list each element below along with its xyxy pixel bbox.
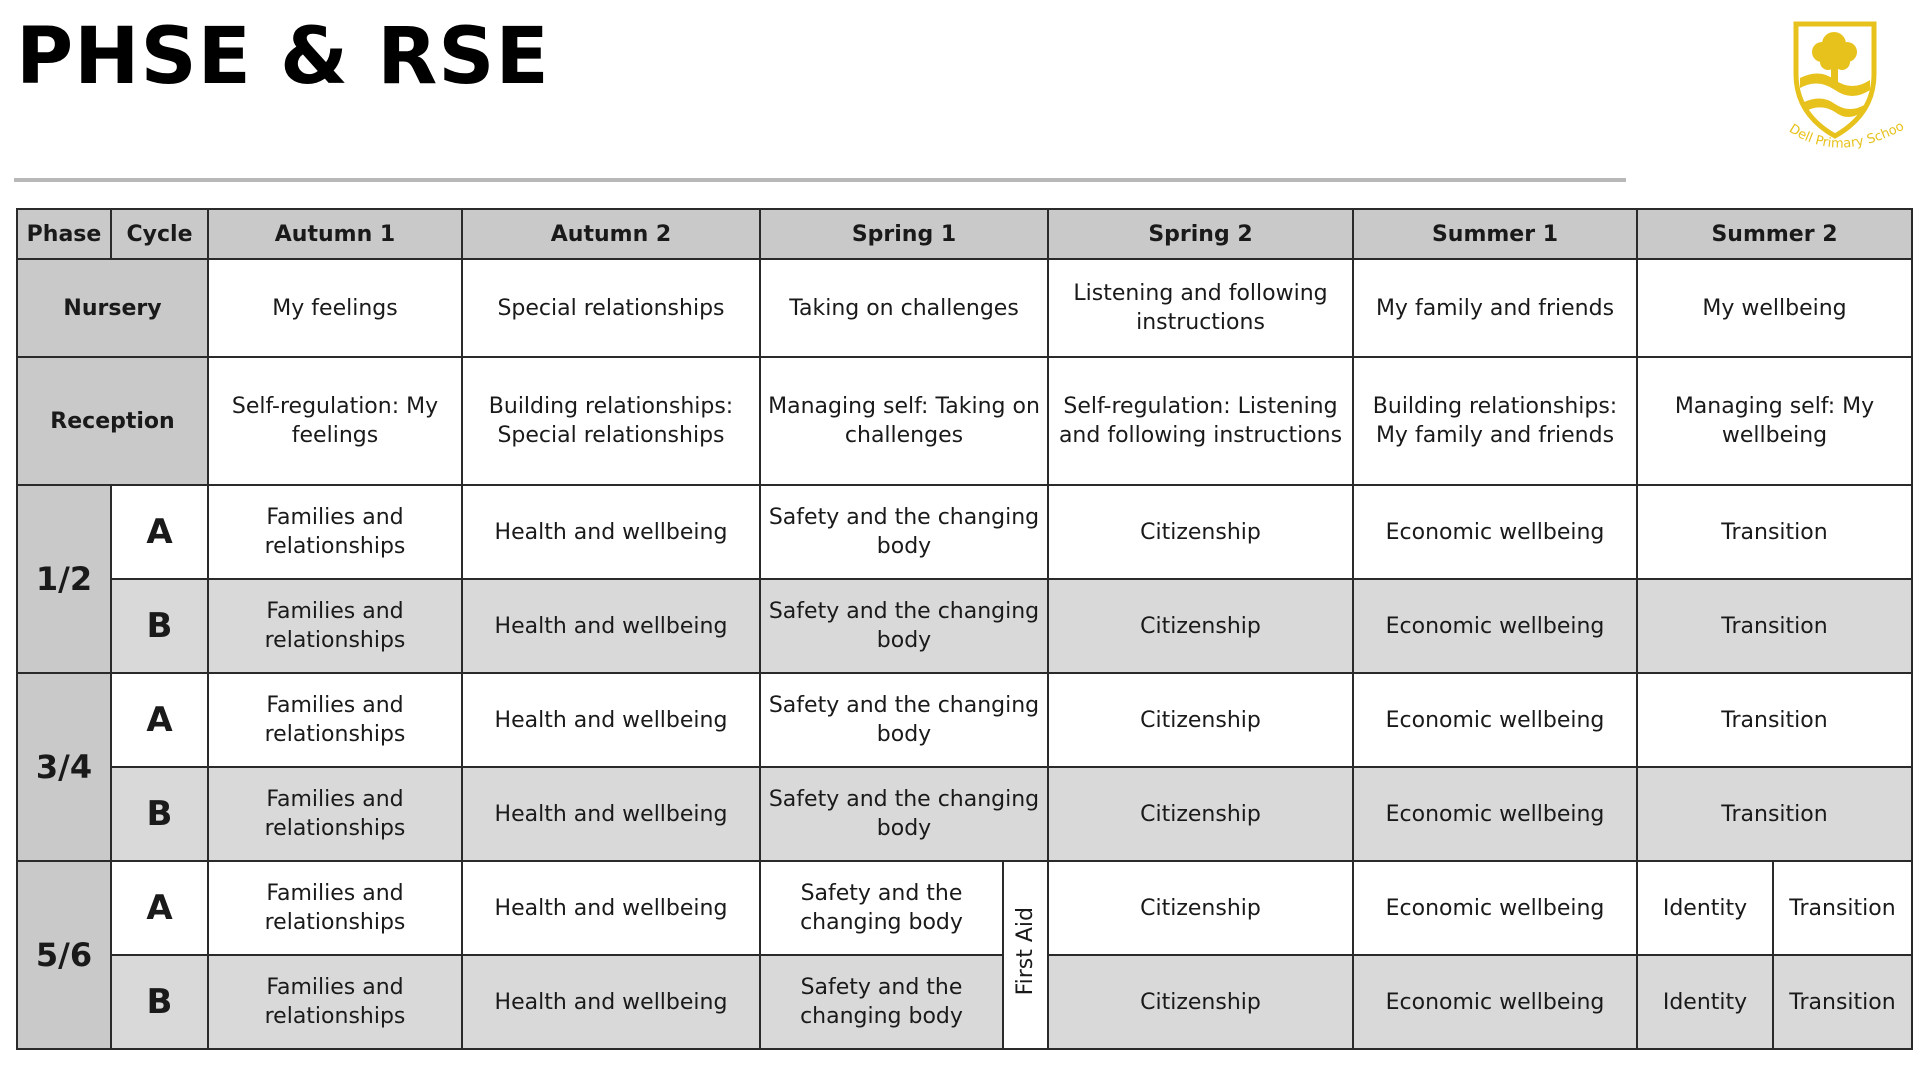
cell-spring-2: Citizenship <box>1048 955 1353 1049</box>
cell-autumn-2: Health and wellbeing <box>462 579 760 673</box>
header-autumn-2: Autumn 2 <box>462 209 760 259</box>
header-summer-1: Summer 1 <box>1353 209 1637 259</box>
reception-autumn-2: Building relationships: Special relationships <box>462 357 760 485</box>
cell-autumn-1: Families and relationships <box>208 485 462 579</box>
cell-summer-1: Economic wellbeing <box>1353 767 1637 861</box>
cell-spring-1: Safety and the changing body <box>760 767 1048 861</box>
first-aid-cell <box>1003 861 1048 1049</box>
cell-spring-2: Citizenship <box>1048 485 1353 579</box>
phase-label: 1/2 <box>17 485 111 673</box>
header-spring-2: Spring 2 <box>1048 209 1353 259</box>
first-aid-label: First Aid <box>1013 906 1038 996</box>
table-row <box>17 673 1912 767</box>
table-row <box>17 767 1912 861</box>
nursery-summer-1: My family and friends <box>1353 259 1637 357</box>
reception-summer-1: Building relationships: My family and friends <box>1353 357 1637 485</box>
nursery-autumn-2: Special relationships <box>462 259 760 357</box>
cell-summer-2-transition: Transition <box>1773 861 1912 955</box>
cell-autumn-1: Families and relationships <box>208 861 462 955</box>
header-cycle: Cycle <box>111 209 208 259</box>
table-row <box>17 485 1912 579</box>
cycle-label: B <box>111 579 208 673</box>
cell-summer-1: Economic wellbeing <box>1353 485 1637 579</box>
cell-spring-2: Citizenship <box>1048 861 1353 955</box>
cell-summer-2-identity: Identity <box>1637 861 1773 955</box>
school-logo <box>1770 18 1910 168</box>
header-autumn-1: Autumn 1 <box>208 209 462 259</box>
cell-spring-1: Safety and the changing body <box>760 955 1003 1049</box>
nursery-summer-2: My wellbeing <box>1637 259 1912 357</box>
phase-label: 5/6 <box>17 861 111 1049</box>
cell-spring-2: Citizenship <box>1048 767 1353 861</box>
cell-autumn-2: Health and wellbeing <box>462 767 760 861</box>
reception-spring-2: Self-regulation: Listening and following instructions <box>1048 357 1353 485</box>
cell-summer-2: Transition <box>1637 579 1912 673</box>
cell-autumn-2: Health and wellbeing <box>462 861 760 955</box>
table-row <box>17 861 1912 955</box>
cell-spring-2: Citizenship <box>1048 673 1353 767</box>
cell-spring-1: Safety and the changing body <box>760 485 1048 579</box>
phase-label: 3/4 <box>17 673 111 861</box>
cell-autumn-1: Families and relationships <box>208 767 462 861</box>
reception-label: Reception <box>17 357 208 485</box>
cell-autumn-2: Health and wellbeing <box>462 673 760 767</box>
cell-summer-2: Transition <box>1637 673 1912 767</box>
cell-spring-2: Citizenship <box>1048 579 1353 673</box>
cell-summer-1: Economic wellbeing <box>1353 673 1637 767</box>
header-spring-1: Spring 1 <box>760 209 1048 259</box>
cycle-label: A <box>111 485 208 579</box>
nursery-autumn-1: My feelings <box>208 259 462 357</box>
table-row <box>17 579 1912 673</box>
cycle-label: A <box>111 673 208 767</box>
page-title: PHSE & RSE <box>16 12 550 102</box>
table-row <box>17 955 1912 1049</box>
cell-autumn-1: Families and relationships <box>208 579 462 673</box>
cell-autumn-2: Health and wellbeing <box>462 955 760 1049</box>
cell-summer-1: Economic wellbeing <box>1353 955 1637 1049</box>
cell-spring-1: Safety and the changing body <box>760 861 1003 955</box>
cell-autumn-2: Health and wellbeing <box>462 485 760 579</box>
header-phase: Phase <box>17 209 111 259</box>
cell-autumn-1: Families and relationships <box>208 955 462 1049</box>
nursery-row <box>17 259 1912 357</box>
cell-summer-1: Economic wellbeing <box>1353 861 1637 955</box>
cell-summer-2: Transition <box>1637 485 1912 579</box>
cell-summer-1: Economic wellbeing <box>1353 579 1637 673</box>
cycle-label: A <box>111 861 208 955</box>
curriculum-table <box>16 208 1913 1050</box>
cell-summer-2-identity: Identity <box>1637 955 1773 1049</box>
header-summer-2: Summer 2 <box>1637 209 1912 259</box>
cell-spring-1: Safety and the changing body <box>760 579 1048 673</box>
cell-autumn-1: Families and relationships <box>208 673 462 767</box>
reception-autumn-1: Self-regulation: My feelings <box>208 357 462 485</box>
reception-summer-2: Managing self: My wellbeing <box>1637 357 1912 485</box>
nursery-label: Nursery <box>17 259 208 357</box>
cycle-label: B <box>111 955 208 1049</box>
reception-spring-1: Managing self: Taking on challenges <box>760 357 1048 485</box>
school-shield-icon <box>1796 24 1874 136</box>
reception-row <box>17 357 1912 485</box>
cycle-label: B <box>111 767 208 861</box>
title-divider <box>14 178 1626 182</box>
nursery-spring-1: Taking on challenges <box>760 259 1048 357</box>
nursery-spring-2: Listening and following instructions <box>1048 259 1353 357</box>
header-row <box>17 209 1912 259</box>
cell-summer-2-transition: Transition <box>1773 955 1912 1049</box>
cell-spring-1: Safety and the changing body <box>760 673 1048 767</box>
cell-summer-2: Transition <box>1637 767 1912 861</box>
school-name: Dell Primary Schoo <box>1786 118 1907 152</box>
